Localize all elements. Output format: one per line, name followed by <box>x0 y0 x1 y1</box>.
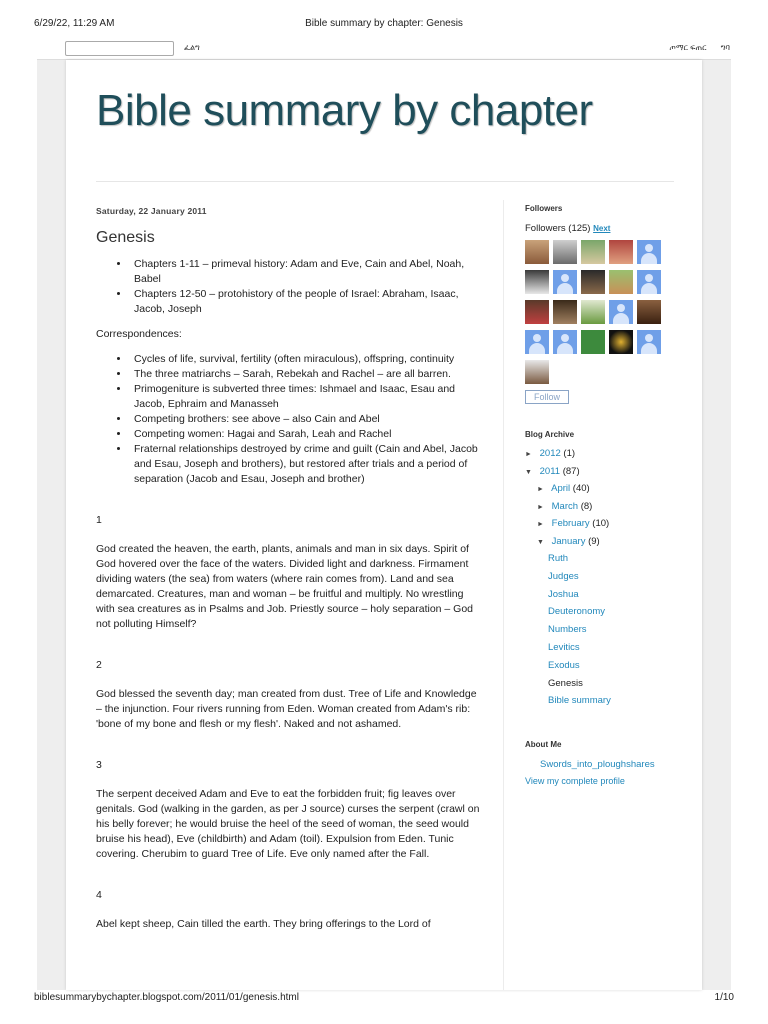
archive-month-link[interactable]: January <box>551 535 586 547</box>
correspondences-label: Correspondences: <box>96 328 182 340</box>
follower-avatar[interactable] <box>581 240 605 264</box>
print-page-number: 1/10 <box>714 992 734 1003</box>
follower-avatar[interactable] <box>525 270 549 294</box>
post-date: Saturday, 22 January 2011 <box>96 206 207 216</box>
archive-month-link[interactable]: February <box>551 518 590 529</box>
followers-title: Followers <box>525 204 563 213</box>
archive-month-april[interactable] <box>525 480 695 498</box>
chapter-number: 2 <box>96 659 102 671</box>
blogger-navbar <box>0 38 768 60</box>
follower-avatar[interactable] <box>581 330 605 354</box>
follower-avatar[interactable] <box>637 270 661 294</box>
collapsed-arrow-icon[interactable]: ► <box>537 503 544 511</box>
follower-avatar[interactable] <box>609 300 633 324</box>
post-column <box>96 204 484 932</box>
navbar-links <box>657 43 730 53</box>
profile-name-link[interactable]: Swords_into_ploughshares <box>540 759 655 771</box>
correspondence-list <box>96 352 484 487</box>
collapsed-arrow-icon[interactable]: ► <box>537 486 544 493</box>
list-item: • Cycles of life, survival, fertility (often miraculous), offspring, continuity <box>130 352 484 367</box>
column-divider <box>503 200 504 990</box>
archive-post-link[interactable]: Ruth <box>548 553 569 564</box>
archive-title: Blog Archive <box>525 430 575 439</box>
follower-avatar[interactable] <box>553 240 577 264</box>
create-blog-link[interactable]: ጦማር ፍጠር <box>669 43 707 52</box>
archive-post-link[interactable]: Exodus <box>548 659 580 671</box>
follower-avatar[interactable] <box>609 270 633 294</box>
archive-post-link[interactable]: Numbers <box>548 624 587 636</box>
archive-month-march[interactable] <box>525 498 695 516</box>
follower-avatar[interactable] <box>637 330 661 354</box>
archive-count: (9) <box>588 535 600 547</box>
followers-next-link[interactable]: Next <box>593 224 611 233</box>
chapter-number: 4 <box>96 889 102 901</box>
blog-title[interactable]: Bible summary by chapter <box>96 86 593 135</box>
followers-label: Followers (125) <box>525 223 591 234</box>
follower-avatar[interactable] <box>553 330 577 354</box>
archive-month-january[interactable] <box>525 533 695 551</box>
follower-avatar[interactable] <box>609 240 633 264</box>
archive-post-link[interactable]: Bible summary <box>548 695 611 707</box>
list-item: • Competing brothers: see above – also Cain and Abel <box>130 412 484 427</box>
list-item: • Competing women: Hagai and Sarah, Leah and Rachel <box>130 427 484 442</box>
archive-post-link[interactable]: Judges <box>548 570 579 582</box>
archive-count: (10) <box>592 518 610 529</box>
search-input[interactable] <box>65 41 174 56</box>
print-url: biblesummarybychapter.blogspot.com/2011/01/genesis.html <box>34 992 299 1003</box>
chapter-text: The serpent deceived Adam and Eve to eat the forbidden fruit; fig leaves over genitals. God (walking in the garden, as per J source) curses the serpent (crawl on his belly forever; he would bruise the heel of the seed of woman, the seed would bruise his head), Eve (childbirth) and Adam (toil). Expulsion from Eden. Tunic covering. Cherubim to guard Tree of Life. Eve only named after the Fall. <box>96 788 480 860</box>
search-button[interactable]: ፈልግ <box>184 43 200 52</box>
follower-avatar[interactable] <box>525 330 549 354</box>
follow-button[interactable]: Follow <box>525 390 569 404</box>
expanded-arrow-icon[interactable]: ▼ <box>525 468 532 476</box>
follower-avatar[interactable] <box>609 330 633 354</box>
archive-post-link[interactable]: Levitics <box>548 641 580 653</box>
archive-post-link[interactable]: Joshua <box>548 588 579 600</box>
archive-month-link[interactable]: March <box>551 500 579 512</box>
archive-year-2011[interactable] <box>525 463 695 481</box>
about-title: About Me <box>525 740 562 750</box>
chapter-text: God created the heaven, the earth, plants, animals and man in six days. Spirit of God hovered over the face of the waters. Divided light and darkness. Firmament dividing waters (the sea) from waters (where rain comes from). Land and sea demarcated. Creatures, man and woman – be fruitful and multiply. No wrestling with sea creatures as in Psalms and Job. Priestly source – holy separation – God not polluting Himself? <box>96 543 474 630</box>
archive-year-2012[interactable] <box>525 445 695 463</box>
archive-count: (87) <box>562 465 580 477</box>
archive-post-current: Genesis <box>548 677 583 689</box>
collapsed-arrow-icon[interactable]: ► <box>525 451 532 458</box>
post-title: Genesis <box>96 229 155 246</box>
sign-in-link[interactable]: ግባ <box>720 43 730 52</box>
archive-year-link[interactable]: 2012 <box>539 448 561 459</box>
follower-avatar[interactable] <box>525 240 549 264</box>
archive-month-february[interactable] <box>525 515 695 533</box>
chapter-text: God blessed the seventh day; man created from dust. Tree of Life and Knowledge – the injunction. Four rivers running from Eden. Woman created from Adam's rib: 'bone of my bone and flesh or my flesh'. Naked and not ashamed. <box>96 688 477 730</box>
archive-count: (1) <box>563 448 576 459</box>
collapsed-arrow-icon[interactable]: ► <box>537 521 544 528</box>
follower-avatar[interactable] <box>525 300 549 324</box>
list-item: • Primogeniture is subverted three times: Ishmael and Isaac, Esau and Jacob, Ephraim and Manasseh <box>130 382 484 412</box>
expanded-arrow-icon[interactable]: ▼ <box>537 538 544 546</box>
archive-year-link[interactable]: 2011 <box>539 465 561 477</box>
blog-archive <box>525 445 695 710</box>
list-item: • Fraternal relationships destroyed by crime and guilt (Cain and Abel, Jacob and Esau, Joseph and brothers), but restored after trials and a period of separation (Jacob and Esau, Joseph and brother) <box>130 442 484 487</box>
archive-post-link[interactable]: Deuteronomy <box>548 606 606 618</box>
view-profile-link[interactable]: View my complete profile <box>525 776 625 787</box>
follower-avatar[interactable] <box>637 300 661 324</box>
print-header <box>0 18 768 32</box>
follower-avatar[interactable] <box>637 240 661 264</box>
follower-avatar[interactable] <box>525 360 549 384</box>
followers-count <box>525 223 695 234</box>
print-timestamp: 6/29/22, 11:29 AM <box>34 18 115 29</box>
sidebar <box>525 204 695 786</box>
follower-avatar[interactable] <box>553 270 577 294</box>
list-item: • Chapters 1-11 – primeval history: Adam and Eve, Cain and Abel, Noah, Babel <box>130 257 484 287</box>
chapter-text: Abel kept sheep, Cain tilled the earth. They bring offerings to the Lord of <box>96 918 431 930</box>
follower-avatar[interactable] <box>553 300 577 324</box>
print-page-title: Bible summary by chapter: Genesis <box>305 18 463 29</box>
archive-month-link[interactable]: April <box>551 483 571 494</box>
archive-count: (8) <box>580 500 593 512</box>
follower-grid <box>525 240 670 390</box>
list-item: • Chapters 12-50 – protohistory of the people of Israel: Abraham, Isaac, Jacob, Joseph <box>130 287 484 317</box>
chapter-number: 3 <box>96 759 102 771</box>
header-divider <box>96 181 674 182</box>
archive-post-list <box>525 550 695 710</box>
list-item: • The three matriarchs – Sarah, Rebekah and Rachel – are all barren. <box>130 367 484 382</box>
chapter-number: 1 <box>96 514 102 526</box>
follower-avatar[interactable] <box>581 270 605 294</box>
follower-avatar[interactable] <box>581 300 605 324</box>
archive-count: (40) <box>572 483 590 494</box>
intro-list <box>96 257 484 317</box>
